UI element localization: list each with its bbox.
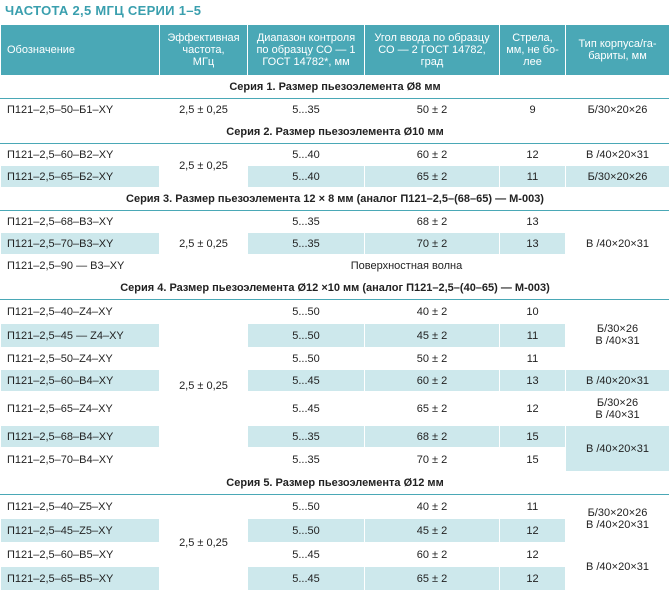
angle: 45 ± 2 bbox=[365, 519, 500, 543]
angle: 45 ± 2 bbox=[365, 324, 500, 348]
header-designation: Обозначение bbox=[1, 25, 160, 76]
header-case: Тип корпуса/га- бариты, мм bbox=[566, 25, 669, 76]
frequency: 2,5 ± 0,25 bbox=[160, 144, 248, 188]
case: Б/30×20×26 bbox=[566, 99, 669, 121]
range: 5...45 bbox=[248, 392, 365, 426]
range: 5...45 bbox=[248, 543, 365, 567]
designation: П121–2,5–70–В3–XY bbox=[1, 233, 160, 255]
angle: 70 ± 2 bbox=[365, 233, 500, 255]
angle: 70 ± 2 bbox=[365, 448, 500, 472]
angle: 65 ± 2 bbox=[365, 166, 500, 188]
designation: П121–2,5–65–Z4–XY bbox=[1, 392, 160, 426]
designation: П121–2,5–65–В5–XY bbox=[1, 567, 160, 591]
frequency: 2,5 ± 0,25 bbox=[160, 300, 248, 472]
angle: 68 ± 2 bbox=[365, 426, 500, 448]
arrow: 12 bbox=[500, 543, 566, 567]
range: 5...35 bbox=[248, 99, 365, 121]
series-heading: Серия 5. Размер пьезоэлемента Ø12 мм bbox=[1, 472, 669, 495]
surface-wave-note: Поверхностная волна bbox=[248, 255, 566, 277]
range: 5...35 bbox=[248, 426, 365, 448]
case: Б/30×20×26 bbox=[566, 166, 669, 188]
table-row bbox=[1, 543, 669, 567]
case: В /40×20×31 bbox=[566, 426, 669, 472]
header-frequency: Эффективная частота, МГц bbox=[160, 25, 248, 76]
range: 5...35 bbox=[248, 448, 365, 472]
angle: 60 ± 2 bbox=[365, 543, 500, 567]
frequency: 2,5 ± 0,25 bbox=[160, 495, 248, 591]
designation: П121–2,5–50–Б1–XY bbox=[1, 99, 160, 121]
designation: П121–2,5–40–Z4–XY bbox=[1, 300, 160, 324]
series-heading: Серия 3. Размер пьезоэлемента 12 × 8 мм (аналог П121–2,5–(68–65) — М-003) bbox=[1, 188, 669, 211]
case: Б/30×26 В /40×31 bbox=[566, 392, 669, 426]
case: В /40×20×31 bbox=[566, 144, 669, 166]
designation: П121–2,5–60–В5–XY bbox=[1, 543, 160, 567]
arrow: 12 bbox=[500, 392, 566, 426]
range: 5...35 bbox=[248, 211, 365, 233]
table-row bbox=[1, 426, 669, 448]
arrow: 11 bbox=[500, 324, 566, 348]
case: В /40×20×31 bbox=[566, 370, 669, 392]
header-row bbox=[1, 25, 669, 76]
frequency: 2,5 ± 0,25 bbox=[160, 211, 248, 277]
table-row bbox=[1, 166, 669, 188]
angle: 60 ± 2 bbox=[365, 370, 500, 392]
designation: П121–2,5–50–Z4–XY bbox=[1, 348, 160, 370]
angle: 60 ± 2 bbox=[365, 144, 500, 166]
designation: П121–2,5–45–Z5–XY bbox=[1, 519, 160, 543]
arrow: 12 bbox=[500, 144, 566, 166]
angle: 68 ± 2 bbox=[365, 211, 500, 233]
series-heading: Серия 4. Размер пьезоэлемента Ø12 ×10 мм (аналог П121–2,5–(40–65) — М-003) bbox=[1, 277, 669, 300]
arrow: 15 bbox=[500, 448, 566, 472]
designation: П121–2,5–45 — Z4–XY bbox=[1, 324, 160, 348]
designation: П121–2,5–60–В4–XY bbox=[1, 370, 160, 392]
range: 5...45 bbox=[248, 370, 365, 392]
page-title: ЧАСТОТА 2,5 МГЦ СЕРИИ 1–5 bbox=[5, 3, 202, 18]
header-arrow: Стрела, мм, не бо- лее bbox=[500, 25, 566, 76]
arrow: 11 bbox=[500, 166, 566, 188]
arrow: 11 bbox=[500, 495, 566, 519]
arrow: 9 bbox=[500, 99, 566, 121]
designation: П121–2,5–68–В3–XY bbox=[1, 211, 160, 233]
table-row bbox=[1, 370, 669, 392]
range: 5...40 bbox=[248, 144, 365, 166]
designation: П121–2,5–68–В4–XY bbox=[1, 426, 160, 448]
designation: П121–2,5–70–В4–XY bbox=[1, 448, 160, 472]
case: Б/30×20×26 В /40×20×31 bbox=[566, 495, 669, 543]
specs-table bbox=[0, 24, 669, 591]
frequency: 2,5 ± 0,25 bbox=[160, 99, 248, 121]
header-angle: Угол ввода по образцу СО — 2 ГОСТ 14782, град bbox=[365, 25, 500, 76]
range: 5...50 bbox=[248, 300, 365, 324]
table-row bbox=[1, 144, 669, 166]
table-row bbox=[1, 300, 669, 324]
arrow: 12 bbox=[500, 567, 566, 591]
angle: 50 ± 2 bbox=[365, 348, 500, 370]
arrow: 11 bbox=[500, 348, 566, 370]
angle: 65 ± 2 bbox=[365, 392, 500, 426]
designation: П121–2,5–60–В2–XY bbox=[1, 144, 160, 166]
angle: 65 ± 2 bbox=[365, 567, 500, 591]
arrow: 13 bbox=[500, 370, 566, 392]
table-row bbox=[1, 495, 669, 519]
range: 5...35 bbox=[248, 233, 365, 255]
header-range: Диапазон контроля по образцу СО — 1 ГОСТ 14782*, мм bbox=[248, 25, 365, 76]
arrow: 15 bbox=[500, 426, 566, 448]
case: В /40×20×31 bbox=[566, 543, 669, 591]
designation: П121–2,5–90 — В3–XY bbox=[1, 255, 160, 277]
range: 5...50 bbox=[248, 324, 365, 348]
table-row bbox=[1, 211, 669, 233]
arrow: 10 bbox=[500, 300, 566, 324]
table-row bbox=[1, 99, 669, 121]
arrow: 13 bbox=[500, 211, 566, 233]
angle: 50 ± 2 bbox=[365, 99, 500, 121]
case: Б/30×26 В /40×31 bbox=[566, 300, 669, 370]
angle: 40 ± 2 bbox=[365, 495, 500, 519]
angle: 40 ± 2 bbox=[365, 300, 500, 324]
case: В /40×20×31 bbox=[566, 211, 669, 277]
arrow: 13 bbox=[500, 233, 566, 255]
designation: П121–2,5–40–Z5–XY bbox=[1, 495, 160, 519]
designation: П121–2,5–65–Б2–XY bbox=[1, 166, 160, 188]
range: 5...45 bbox=[248, 567, 365, 591]
table-row bbox=[1, 392, 669, 426]
range: 5...50 bbox=[248, 519, 365, 543]
series-heading: Серия 1. Размер пьезоэлемента Ø8 мм bbox=[1, 76, 669, 99]
series-heading: Серия 2. Размер пьезоэлемента Ø10 мм bbox=[1, 121, 669, 144]
range: 5...40 bbox=[248, 166, 365, 188]
arrow: 12 bbox=[500, 519, 566, 543]
range: 5...50 bbox=[248, 495, 365, 519]
range: 5...50 bbox=[248, 348, 365, 370]
